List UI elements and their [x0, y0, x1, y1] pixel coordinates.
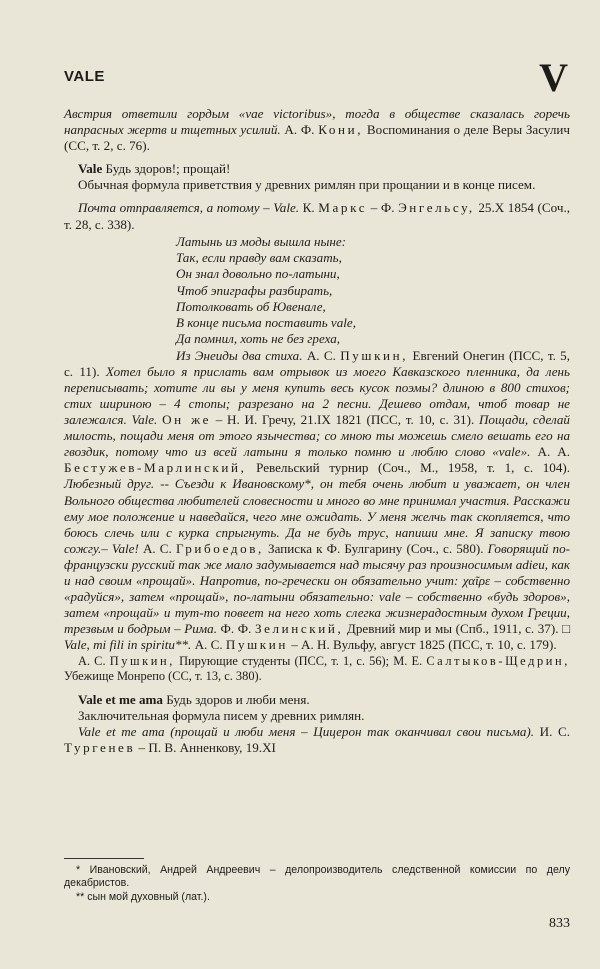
source: Евгений Онегин (ПСС, т. 5, с. 11).: [64, 347, 571, 379]
quote: Любезный друг. -- Съезди к Ивановскому*, он тебя очень любит и уважает, он член Вольного общества любителей словесности и много во мне принимал участия. Расскажи ему мое положение и наведайся, чего мне ожидать. У меня желчь так скопляется, что боюсь слечь или с курка спрыгнуть. Да не будь трус, напиши мне. Я записку твою сожгу.– Vale!: [64, 476, 570, 556]
source: Пирующие студенты (ПСС, т. 1, с. 56); М. Е.: [179, 653, 423, 668]
continuation-paragraph: [64, 106, 570, 154]
author-initials: Ф. Ф.: [220, 621, 252, 637]
author-name: Кони,: [318, 122, 364, 138]
author-initials: А. С.: [78, 653, 106, 668]
entry-translation: Будь здоров и люби меня.: [162, 691, 310, 707]
author-name: Пушкин,: [109, 653, 175, 668]
entry-vale-heading: [64, 161, 570, 177]
author-name: Бестужев-Марлинский,: [64, 460, 247, 476]
source: 25.X 1854 (Соч., т. 28, с. 338).: [64, 200, 570, 232]
section-letter: V: [539, 55, 568, 100]
footnote-1: * Ивановский, Андрей Андреевич – делопроизводитель следственной комиссии по делу декабристов.: [64, 864, 570, 890]
author-initials: А. С.: [142, 540, 172, 556]
source: – Н. И. Гречу, 21.IX 1821 (ПСС, т. 10, с. 31).: [215, 412, 475, 428]
author-initials: К.: [302, 200, 315, 216]
footnote-rule: [64, 858, 144, 859]
author-name: Маркс: [318, 200, 368, 216]
recipient-initials: – Ф.: [370, 200, 395, 216]
entry-vale-et-me-ama-definition: Заключительная формула писем у древних римлян.: [78, 707, 365, 723]
recipient-name: Энгельсу,: [398, 200, 475, 216]
entry-title: Vale: [78, 161, 103, 177]
author-initials: А. С.: [194, 637, 223, 653]
author-name: Пушкин: [225, 637, 288, 653]
main-text: [64, 106, 570, 756]
section-box-marker: □: [562, 621, 570, 637]
verse-line: Латынь из моды вышла ныне:: [176, 233, 347, 249]
author-initials: И. С.: [539, 723, 571, 739]
footnote-2: ** сын мой духовный (лат.).: [76, 890, 210, 903]
verse-line: Так, если правду вам сказать,: [176, 249, 342, 265]
quote: Хотел было я прислать вам отрывок из моего Кавказского пленника, да лень переписывать; хотите ли вы у меня купить весь кусок поэмы? длиною в 800 стихов; стих шириною – 4 стопы; разрезано на 2 песни. Дешево отдам, чтоб товар не залежался. Vale.: [64, 363, 570, 428]
quote: Говорящий по-французски русский так же мало задумывается над тысячу раз произносимым adieu, как и над своим «прощай». Напротив, по-гречески он обязательно учит: χαῖρε – собственно «радуйся», затем «прощай», по-латыни обязательно: vale – собственно «будь здоров», затем «прощай» и тут-то повеет на него хоть слегка жизнерадостным духом Греции, трезвым и бодрым – Рима.: [64, 540, 571, 637]
entry-vale-et-me-ama-heading: [64, 692, 570, 708]
verse-line: Да помнил, хоть не без греха,: [176, 331, 341, 347]
running-head: [64, 55, 570, 106]
entry-title: Vale et me ama: [78, 691, 163, 707]
author-name: Он же: [162, 412, 211, 428]
running-head-word: VALE: [64, 68, 105, 85]
author-name: Салтыков-Щедрин,: [426, 653, 570, 668]
source: – П. В. Анненкову, 19.XI: [138, 739, 276, 755]
citation-block: [64, 348, 570, 654]
source: – А. Н. Вульфу, август 1825 (ПСС, т. 10, с. 179).: [291, 637, 557, 653]
quote: Vale, mi fili in spiritu**.: [64, 637, 192, 653]
verse-line: Из Энеиды два стиха.: [176, 347, 303, 363]
quote: Австрия ответили гордым «vae victoribus», тогда в обществе сказалась горечь напрасных жертв и тщетных усилий.: [64, 106, 570, 138]
author-name: Пушкин,: [340, 347, 409, 363]
quote: Vale et me ama (прощай и люби меня – Цицерон так оканчивал свои письма).: [78, 723, 535, 739]
verse-line: Чтоб эпиграфы разбирать,: [176, 282, 333, 298]
footnotes: [64, 858, 570, 904]
citation-turgenev: [64, 724, 570, 756]
verse-line: В конце письма поставить vale,: [176, 315, 357, 331]
entry-translation: Будь здоров!; прощай!: [102, 161, 231, 177]
author-name: Тургенев: [64, 739, 136, 755]
quote: Почта отправляется, а потому – Vale.: [78, 200, 300, 216]
source: Записка к Ф. Булгарину (Соч., с. 580).: [268, 540, 484, 556]
author-initials: А. Ф.: [284, 122, 315, 138]
cross-references: [64, 654, 570, 685]
verse-block: [176, 234, 570, 348]
page-number: 833: [549, 916, 570, 931]
verse-line: Он знал довольно по-латыни,: [176, 266, 340, 282]
source: Убежище Монрепо (СС, т. 13, с. 380).: [64, 669, 262, 684]
source: Древний мир и мы (Спб., 1911, с. 37).: [346, 621, 559, 637]
verse-line: Потолковать об Ювенале,: [176, 298, 326, 314]
source: Воспоминания о деле Веры Засулич (СС, т. 2, с. 76).: [64, 122, 570, 154]
author-name: Зелинский,: [254, 621, 344, 637]
quote: Пощади, сделай милость, пощади меня от этого язычества; со мною ты можешь смело вешать его на гвоздик, потому что из всей латыни я только помню и люблю слово «vale».: [64, 412, 570, 460]
author-initials: А. А.: [537, 444, 571, 460]
author-initials: А. С.: [306, 347, 336, 363]
entry-vale-definition: Обычная формула приветствия у древних римлян при прощании и в конце писем.: [78, 177, 536, 193]
author-name: Грибоедов,: [175, 540, 264, 556]
citation-marx: [64, 200, 570, 232]
source: Ревельский турнир (Соч., М., 1958, т. 1, с. 104).: [256, 460, 570, 476]
